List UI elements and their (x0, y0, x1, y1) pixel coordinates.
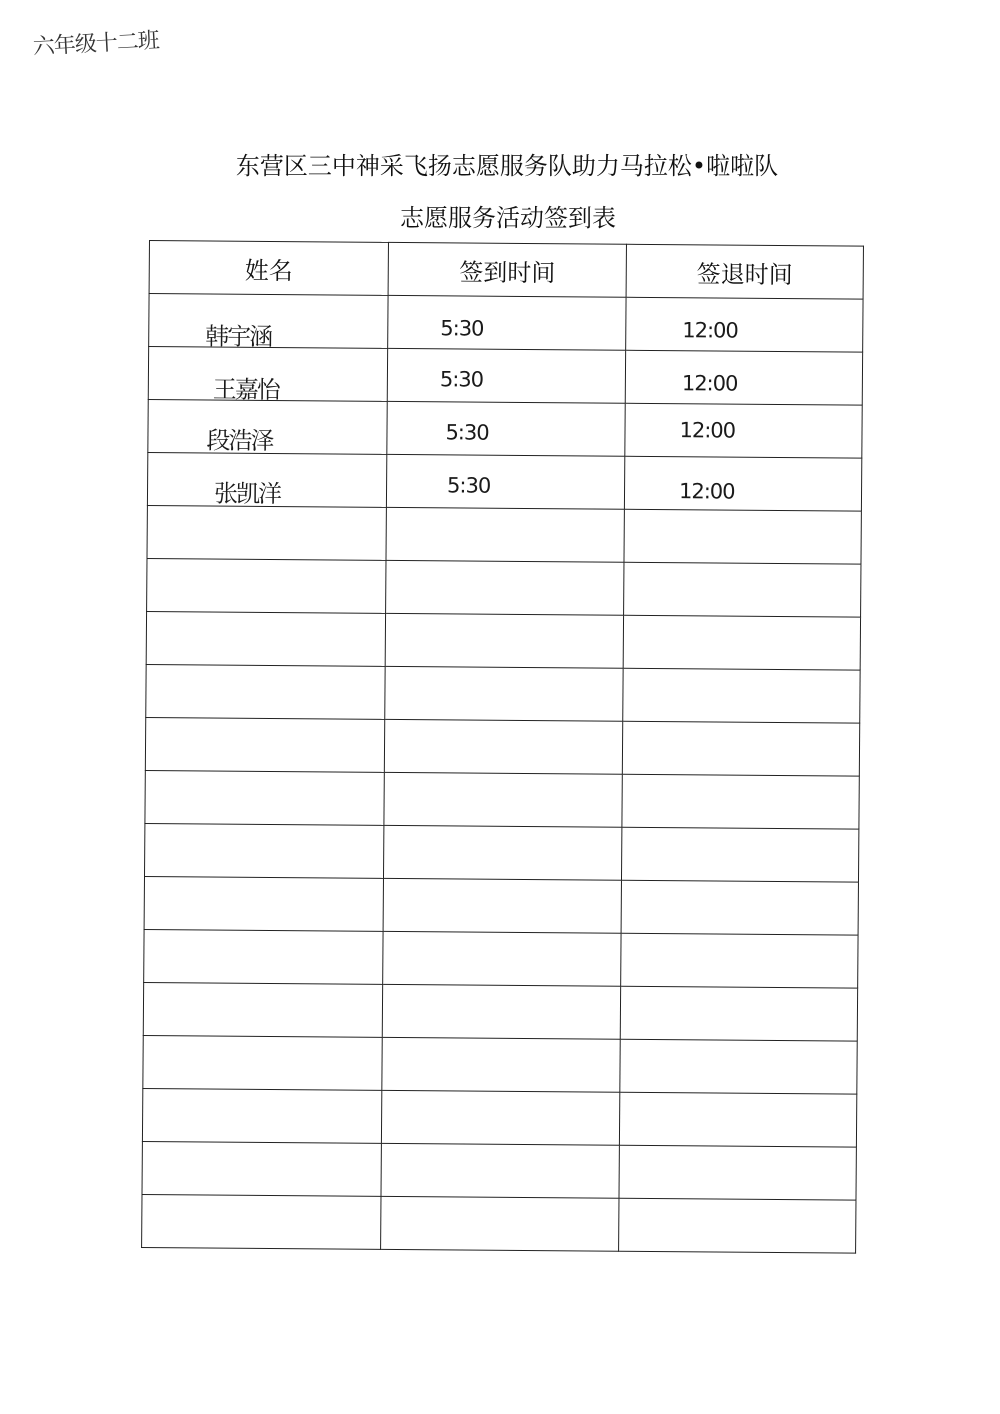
name-cell (148, 399, 387, 454)
name-cell (147, 558, 386, 613)
name-cell (147, 452, 386, 507)
sign-out-cell (619, 1092, 856, 1147)
sign-in-cell (386, 560, 624, 615)
handwritten-name: 段浩泽 (206, 426, 273, 455)
sign-in-cell (383, 931, 621, 986)
sign-out-cell (624, 509, 861, 564)
name-cell (147, 505, 386, 560)
sign-out-cell (619, 1145, 856, 1200)
table-row (147, 505, 861, 564)
name-cell (142, 1194, 381, 1249)
sign-out-cell (623, 615, 860, 670)
handwritten-sign-in-time: 5:30 (445, 420, 489, 445)
table-row (147, 452, 861, 511)
name-cell (148, 347, 387, 405)
sign-out-cell (625, 350, 862, 405)
name-cell (145, 717, 384, 772)
table-row (145, 717, 859, 776)
table-row (142, 1088, 856, 1147)
sign-in-cell (383, 878, 621, 933)
table-row (147, 558, 861, 617)
table-row (145, 770, 859, 829)
name-cell (143, 1035, 382, 1090)
name-cell (145, 770, 384, 825)
handwritten-sign-in-time: 5:30 (439, 367, 484, 392)
sign-in-cell (387, 401, 625, 456)
sign-in-cell (386, 454, 624, 509)
name-cell (149, 294, 388, 349)
table-row (142, 1194, 856, 1253)
sign-in-cell (382, 984, 620, 1039)
sign-out-cell (623, 668, 860, 723)
header-sign-in-time: 签到时间 (388, 242, 626, 297)
handwritten-name: 王嘉怡 (212, 375, 279, 405)
sign-in-cell (384, 719, 622, 774)
sign-in-cell (387, 348, 625, 403)
sign-in-cell (381, 1196, 619, 1251)
sign-in-cell (385, 666, 623, 721)
sign-in-cell (388, 295, 626, 350)
header-name: 姓名 (149, 241, 388, 296)
name-cell (145, 823, 384, 878)
table-row (148, 347, 862, 406)
form-subtitle: 志愿服务活动签到表 (400, 204, 616, 232)
name-cell (142, 1088, 381, 1143)
sign-in-cell (381, 1143, 619, 1198)
sign-out-cell (624, 562, 861, 617)
handwritten-name: 韩宇涵 (205, 322, 272, 351)
name-cell (146, 611, 385, 666)
table-row (144, 929, 858, 988)
sign-in-cell (383, 825, 621, 880)
sign-in-cell (384, 772, 622, 827)
sign-out-cell (621, 827, 858, 882)
handwritten-sign-in-time: 5:30 (446, 473, 491, 498)
form-title: 东营区三中神采飞扬志愿服务队助力马拉松•啦啦队 (235, 152, 779, 180)
sign-out-cell (622, 721, 859, 776)
table-row (142, 1141, 856, 1200)
handwritten-sign-out-time: 12:00 (678, 479, 735, 504)
sign-in-cell (385, 613, 623, 668)
name-cell (143, 982, 382, 1037)
sign-out-cell (620, 986, 857, 1041)
table-row (148, 399, 862, 458)
handwritten-sign-out-time: 12:00 (679, 418, 736, 443)
sign-out-cell (626, 297, 863, 352)
name-cell (142, 1141, 381, 1196)
sign-in-cell (382, 1037, 620, 1092)
sign-out-cell (622, 774, 859, 829)
name-cell (144, 929, 383, 984)
table-row (143, 1035, 857, 1094)
header-sign-out-time: 签退时间 (626, 244, 863, 299)
name-cell (146, 664, 385, 719)
table-header-row (149, 241, 863, 300)
sign-out-cell (624, 456, 861, 511)
name-cell (144, 876, 383, 931)
table-row (143, 982, 857, 1041)
handwritten-class-note: 六年级十二班 (32, 28, 160, 60)
sign-in-cell (381, 1090, 619, 1145)
table-row (146, 664, 860, 723)
sign-out-cell (625, 403, 862, 458)
sign-out-cell (620, 1039, 857, 1094)
table-row (149, 294, 863, 353)
sign-out-cell (619, 1198, 856, 1253)
sign-in-cell (386, 507, 624, 562)
table-row (144, 876, 858, 935)
sign-out-cell (621, 933, 858, 988)
handwritten-sign-out-time: 12:00 (681, 371, 738, 396)
sign-out-cell (621, 880, 858, 935)
handwritten-sign-in-time: 5:30 (440, 316, 484, 341)
handwritten-name: 张凯洋 (213, 479, 281, 509)
sign-in-table (141, 240, 864, 1254)
handwritten-sign-out-time: 12:00 (682, 318, 738, 343)
table-row (145, 823, 859, 882)
table-row (146, 611, 860, 670)
